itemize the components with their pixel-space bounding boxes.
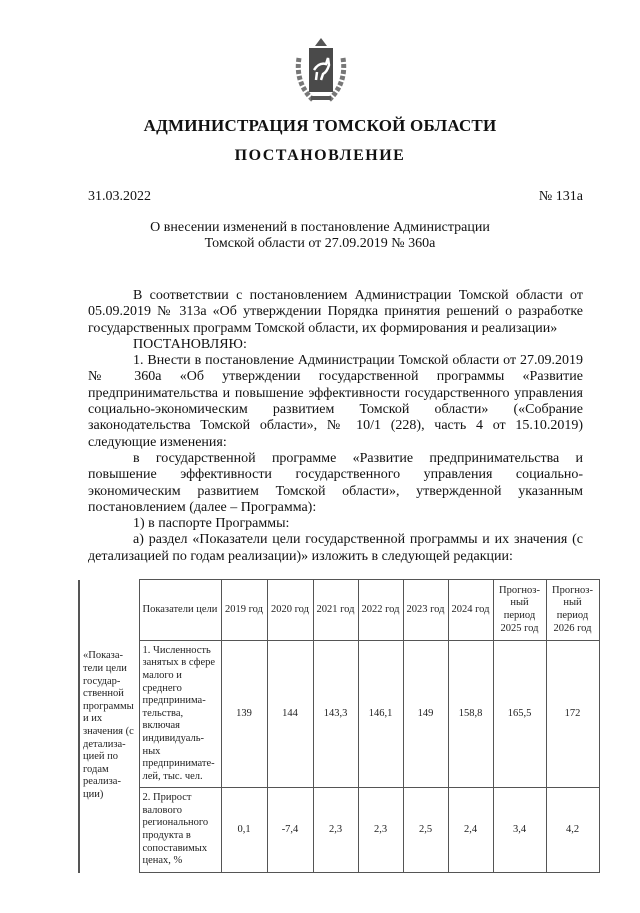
document-type: ПОСТАНОВЛЕНИЕ [234, 147, 406, 164]
table-cell: 149 [403, 641, 448, 788]
table-cell: 139 [221, 641, 267, 788]
table-cell: -7,4 [267, 788, 313, 873]
subject-line: Томской области от 27.09.2019 № 360а [204, 236, 436, 251]
paragraph: В соответствии с постановлением Администрации Томской области от 05.09.2019 № 313а «Об утверждении Порядка принятия решений о разработке государственных программ Томской области, их формирования и реализации» [88, 288, 583, 336]
section-label: «Показа-тели цели государ-ственной программы и их значения (с детализа-цией по годам реализа-ции) [79, 580, 139, 873]
paragraph: в государственной программе «Развитие предпринимательства и повышение эффективности государственного управления социально-экономическим развитием Томской области», утвержденной указанным постановлением (далее – Программа): [88, 450, 583, 515]
organization-title: АДМИНИСТРАЦИЯ ТОМСКОЙ ОБЛАСТИ [143, 116, 497, 135]
indicator-name: 1. Численность занятых в сфере малого и среднего предпринима-тельства, включая индивидуаль-ных предпринимате-лей, тыс. чел. [139, 641, 221, 788]
date-number-line [88, 188, 583, 206]
table-cell: 2,4 [448, 788, 493, 873]
document-number: № 131а [538, 189, 583, 204]
coat-of-arms-icon [293, 28, 349, 108]
table-cell: 3,4 [493, 788, 546, 873]
table-cell: 4,2 [546, 788, 599, 873]
column-header: Прогноз-ный период 2026 год [546, 580, 599, 641]
paragraph: 1. Внести в постановление Администрации Томской области от 27.09.2019 № 360а «Об утверждении государственной программы «Развитие предпринимательства и повышение эффективности государственного управления социально-экономическим развитием Томской области» («Собрание законодательства Томской области», № 10/1 (228), часть 4 от 15.10.2019) следующие изменения: [88, 353, 583, 450]
column-header: 2021 год [313, 580, 358, 641]
table-cell: 144 [267, 641, 313, 788]
column-header: 2020 год [267, 580, 313, 641]
table-cell: 165,5 [493, 641, 546, 788]
document-subject [0, 220, 640, 252]
paragraph: 1) в паспорте Программы: [133, 516, 290, 532]
table-cell: 146,1 [358, 641, 403, 788]
indicator-name: 2. Прирост валового регионального продукта в сопоставимых ценах, % [139, 788, 221, 873]
paragraph: ПОСТАНОВЛЯЮ: [133, 336, 247, 352]
table-cell: 172 [546, 641, 599, 788]
table-cell: 0,1 [221, 788, 267, 873]
column-header: Показатели цели [139, 580, 221, 641]
indicators-table [78, 579, 600, 873]
column-header: Прогноз-ный период 2025 год [493, 580, 546, 641]
table-cell: 2,3 [313, 788, 358, 873]
document-date: 31.03.2022 [88, 189, 151, 204]
table-header-row [79, 580, 599, 641]
column-header: 2023 год [403, 580, 448, 641]
table-row [79, 788, 599, 873]
table-cell: 143,3 [313, 641, 358, 788]
table-cell: 2,3 [358, 788, 403, 873]
table-row [79, 641, 599, 788]
column-header: 2024 год [448, 580, 493, 641]
paragraph: а) раздел «Показатели цели государственной программы и их значения (с детализацией по годам реализации)» изложить в следующей редакции: [88, 532, 583, 564]
document-body [88, 288, 583, 565]
column-header: 2022 год [358, 580, 403, 641]
subject-line: О внесении изменений в постановление Администрации [150, 220, 490, 235]
table-cell: 2,5 [403, 788, 448, 873]
column-header: 2019 год [221, 580, 267, 641]
table-cell: 158,8 [448, 641, 493, 788]
